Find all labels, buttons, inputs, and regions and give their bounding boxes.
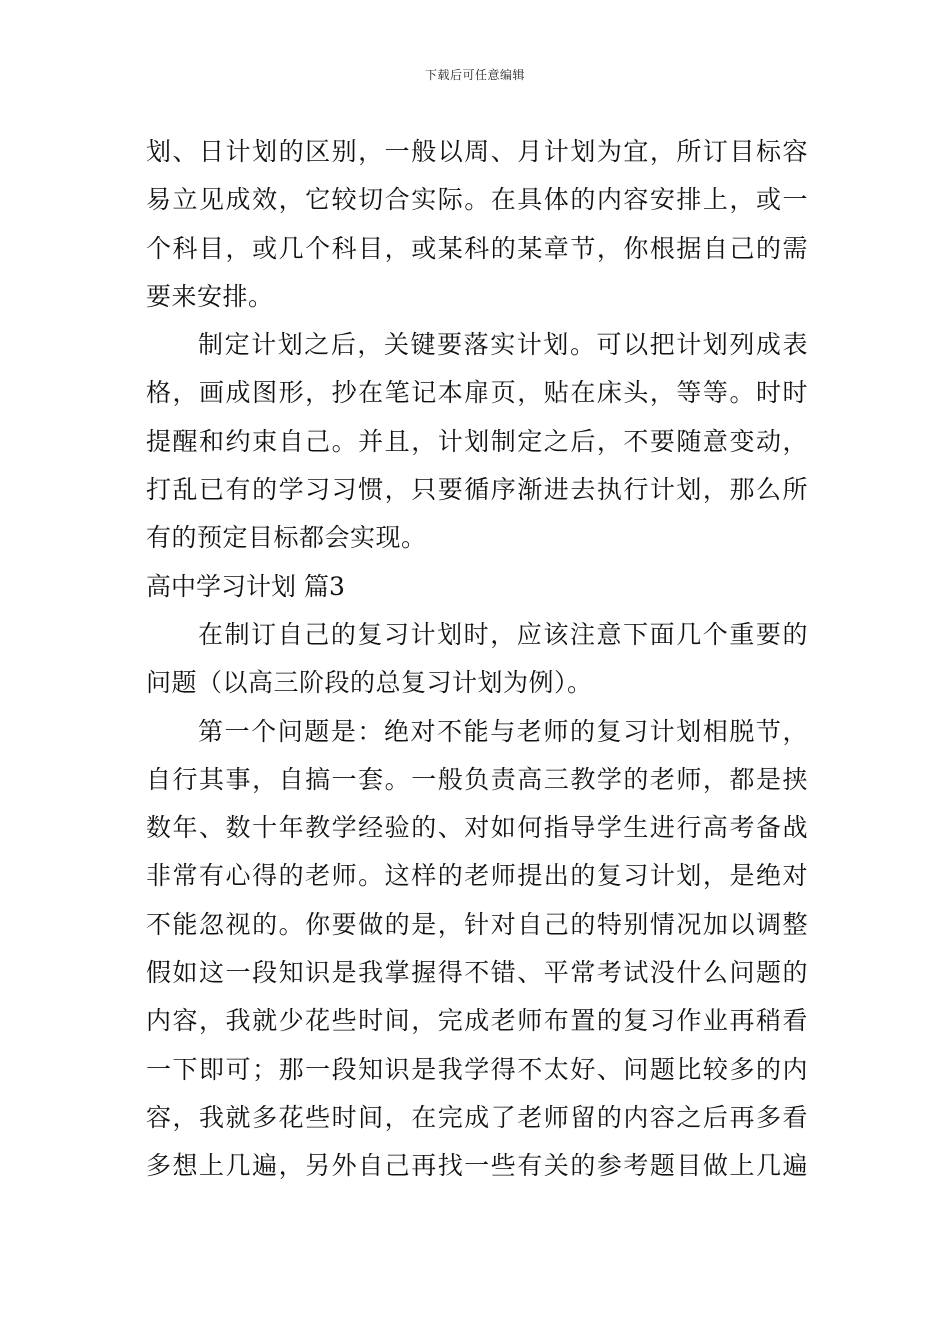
- text-line: 在制订自己的复习计划时，应该注意下面几个重要的: [198, 619, 808, 649]
- text-line: 内容，我就少花些时间，完成老师布置的复习作业再稍看: [146, 1006, 808, 1036]
- text-line: 个科目，或几个科目，或某科的某章节，你根据自己的需: [146, 233, 808, 263]
- page-header-note: 下载后可任意编辑: [424, 68, 525, 82]
- document-body: [146, 128, 808, 1191]
- text-line: 问题（以高三阶段的总复习计划为例）。: [146, 668, 593, 698]
- section-heading: 高中学习计划 篇3: [146, 571, 345, 601]
- text-line: 假如这一段知识是我掌握得不错、平常考试没什么问题的: [146, 958, 808, 988]
- text-line: 打乱已有的学习习惯，只要循序渐进去执行计划，那么所: [146, 475, 808, 505]
- text-line: 格，画成图形，抄在笔记本扉页，贴在床头，等等。时时: [146, 378, 808, 408]
- text-line: 制定计划之后，关键要落实计划。可以把计划列成表: [198, 330, 808, 360]
- text-line: 第一个问题是：绝对不能与老师的复习计划相脱节，: [198, 716, 808, 746]
- text-line: 自行其事，自搞一套。一般负责高三教学的老师，都是挟: [146, 764, 808, 794]
- text-line: 不能忽视的。你要做的是，针对自己的特别情况加以调整: [146, 909, 808, 939]
- text-line: 多想上几遍，另外自己再找一些有关的参考题目做上几遍: [146, 1151, 808, 1181]
- text-line: 一下即可；那一段知识是我学得不太好、问题比较多的内: [146, 1054, 808, 1084]
- text-line: 非常有心得的老师。这样的老师提出的复习计划，是绝对: [146, 861, 808, 891]
- text-line: 划、日计划的区别，一般以周、月计划为宜，所订目标容: [146, 137, 808, 166]
- text-line: 提醒和约束自己。并且，计划制定之后，不要随意变动，: [146, 426, 808, 456]
- text-line: 数年、数十年教学经验的、对如何指导学生进行高考备战: [146, 813, 808, 843]
- text-line: 有的预定目标都会实现。: [146, 523, 427, 553]
- text-line: 要来安排。: [146, 281, 274, 311]
- text-line: 容，我就多花些时间，在完成了老师留的内容之后再多看: [146, 1102, 808, 1132]
- text-line: 易立见成效，它较切合实际。在具体的内容安排上，或一: [146, 185, 808, 215]
